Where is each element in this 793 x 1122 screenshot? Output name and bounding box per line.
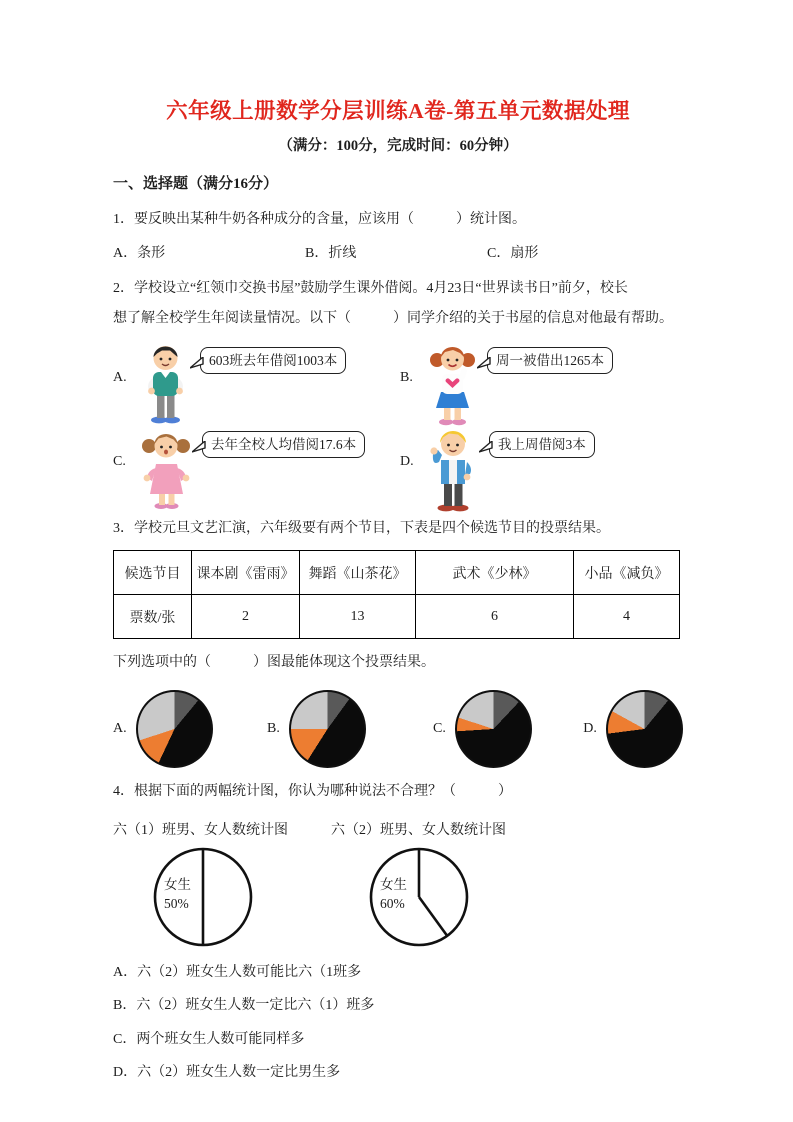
speech-bubble-d: [489, 431, 595, 458]
table-header-row: [114, 551, 680, 595]
speech-bubble-c: [202, 431, 365, 458]
table-header-cell: 候选节目: [114, 551, 192, 595]
q4-chart-titles: [113, 819, 683, 839]
class2-chart-title: 六（2）班男、女人数统计图: [331, 823, 506, 838]
score-time-subtitle: （满分：100分，完成时间：60分钟）: [278, 138, 518, 154]
question-1-options: [113, 242, 683, 262]
q2-letter-d: D.: [400, 454, 414, 469]
q2-choice-b: [400, 342, 613, 426]
class2-gender-pie: [367, 845, 471, 949]
q3-pie-options: [113, 686, 683, 772]
option-pie-chart-c: [455, 690, 532, 768]
speech-bubble-c-text: 去年全校人均借阅17.6本: [211, 437, 357, 452]
table-cell: 6: [416, 595, 574, 639]
student-girl-pigtails-image: [425, 342, 479, 426]
pie-letter-b: B.: [267, 721, 280, 736]
question-1-text: 1．要反映出某种牛奶各种成分的含量，应该用（ ）统计图。: [113, 212, 526, 227]
table-cell: 4: [574, 595, 680, 639]
q2-letter-b: B.: [400, 370, 413, 385]
table-cell: 2: [192, 595, 300, 639]
student-boy-blond-image: [425, 426, 481, 512]
q2-choice-a: [113, 342, 400, 426]
speech-bubble-b: [487, 347, 613, 374]
bubble-tail-icon: [477, 357, 491, 369]
option-pie-chart-b: [289, 690, 366, 768]
q2-line-2: 想了解全校学生年阅读量情况。以下（ ）同学介绍的关于书屋的信息对他最有帮助。: [113, 311, 673, 326]
pie-letter-a: A.: [113, 721, 127, 736]
q2-choice-c: [113, 426, 400, 510]
q4-circle-charts: [113, 845, 683, 949]
pie-letter-d: D.: [583, 721, 597, 736]
student-boy-teal-image: [138, 342, 192, 424]
q4-option-a: A．六（2）班女生人数可能比六（1班多: [113, 964, 362, 980]
class2-female-label: 女生 60%: [380, 877, 407, 911]
q2-letter-a: A.: [113, 370, 127, 385]
option-pie-chart-a: [136, 690, 213, 768]
q4-options-list: [113, 963, 683, 1084]
class1-female-label: 女生 50%: [164, 877, 191, 911]
q4-option-d: D．六（2）班女生人数一定比男生多: [113, 1065, 341, 1080]
bubble-tail-icon: [192, 441, 206, 453]
option-pie-chart-d: [606, 690, 683, 768]
question-4-text: 4．根据下面的两幅统计图，你认为哪种说法不合理？（ ）: [113, 784, 512, 799]
table-header-cell: 舞蹈《山茶花》: [300, 551, 416, 595]
q4-option-c: C．两个班女生人数可能同样多: [113, 1031, 305, 1047]
class1-gender-pie: [151, 845, 255, 949]
table-row: [114, 595, 680, 639]
class1-chart-title: 六（1）班男、女人数统计图: [113, 823, 288, 838]
table-cell: 票数/张: [114, 595, 192, 639]
page-title: 六年级上册数学分层训练A卷-第五单元数据处理: [166, 99, 630, 123]
speech-bubble-b-text: 周一被借出1265本: [496, 353, 604, 368]
table-header-cell: 武术《少林》: [416, 551, 574, 595]
vote-result-table: [113, 550, 680, 639]
speech-bubble-d-text: 我上周借阅3本: [498, 437, 586, 452]
q1-option-c: C．扇形: [487, 246, 539, 261]
bubble-tail-icon: [479, 441, 493, 453]
section-heading-choice: 一、选择题（满分16分）: [113, 176, 279, 192]
pie-letter-c: C.: [433, 721, 446, 736]
table-header-cell: 课本剧《雷雨》: [192, 551, 300, 595]
q1-option-b: B．折线: [305, 246, 357, 261]
q2-letter-c: C.: [113, 454, 126, 469]
q3-prompt-text: 下列选项中的（ ）图最能体现这个投票结果。: [113, 655, 435, 670]
table-cell: 13: [300, 595, 416, 639]
table-header-cell: 小品《减负》: [574, 551, 680, 595]
q2-choice-d: [400, 426, 595, 510]
speech-bubble-a: [200, 347, 346, 374]
speech-bubble-a-text: 603班去年借阅1003本: [209, 353, 338, 368]
bubble-tail-icon: [190, 357, 204, 369]
question-2-text: [113, 274, 683, 334]
question-3-text: 3．学校元旦文艺汇演，六年级要有两个节目，下表是四个候选节目的投票结果。: [113, 521, 610, 536]
q2-line-1: 2．学校设立“红领巾交换书屋”鼓励学生课外借阅。4月23日“世界读书日”前夕，校长: [113, 281, 628, 296]
q1-option-a: A．条形: [113, 246, 166, 261]
student-girl-pink-dress-image: [138, 426, 194, 510]
q4-option-b: B．六（2）班女生人数一定比六（1）班多: [113, 998, 375, 1013]
q2-student-choices: [113, 342, 683, 510]
